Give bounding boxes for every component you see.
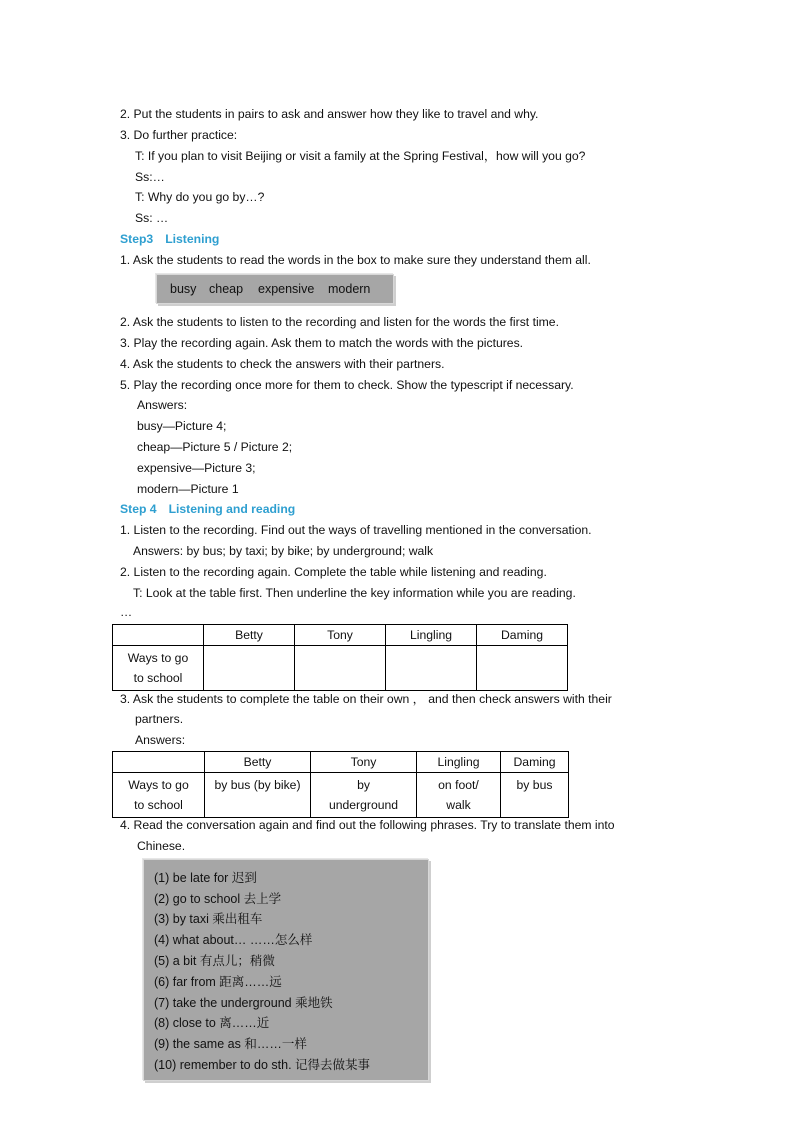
table-cell-betty: by bus (by bike) [205, 773, 311, 818]
dialogue-line: Ss:… [135, 170, 165, 184]
step4-title: Listening and reading [168, 502, 296, 516]
word-box [156, 274, 394, 304]
step3-heading [120, 231, 219, 247]
step3-item-3: 3. Play the recording again. Ask them to match the words with the pictures. [120, 336, 524, 350]
step4-number: Step 4 [120, 502, 157, 516]
answer-line: modern—Picture 1 [137, 482, 239, 496]
instruction-item-3: 3. Do further practice: [120, 128, 238, 142]
table-empty-cell [204, 646, 295, 691]
table-cell-lingling: on foot/ walk [417, 773, 501, 818]
phrase-box [143, 859, 429, 1081]
step3-title: Listening [165, 232, 220, 246]
answers-label: Answers: [135, 733, 186, 747]
phrase-item: (4) what about… ……怎么样 [154, 933, 313, 947]
table-header-cell: Tony [295, 625, 386, 646]
table-header-cell [113, 625, 204, 646]
word-cheap: cheap [209, 282, 244, 296]
dialogue-line: Ss: … [135, 211, 169, 225]
table-header-cell: Tony [311, 752, 417, 773]
table-header-cell [113, 752, 205, 773]
answer-line: busy—Picture 4; [137, 419, 227, 433]
step4-heading [120, 501, 295, 517]
table-header-cell: Daming [501, 752, 569, 773]
step3-item-1: 1. Ask the students to read the words in the box to make sure they understand them all. [120, 253, 591, 267]
phrase-item: (6) far from 距离……远 [154, 975, 282, 989]
table-empty-cell [386, 646, 477, 691]
table-header-cell: Daming [477, 625, 568, 646]
step3-item-5: 5. Play the recording once more for them to check. Show the typescript if necessary. [120, 378, 574, 392]
answer-table [112, 751, 569, 818]
step4-item-1-answers: Answers: by bus; by taxi; by bike; by underground; walk [133, 544, 434, 558]
step3-item-2: 2. Ask the students to listen to the recording and listen for the words the first time. [120, 315, 559, 329]
phrase-item: (3) by taxi 乘出租车 [154, 912, 263, 926]
phrase-item: (8) close to 离……近 [154, 1016, 270, 1030]
word-expensive: expensive [258, 282, 315, 296]
step4-item-1: 1. Listen to the recording. Find out the ways of travelling mentioned in the conversation. [120, 523, 592, 537]
dialogue-line: T: Why do you go by…? [135, 190, 265, 204]
instruction-item-2: 2. Put the students in pairs to ask and answer how they like to travel and why. [120, 107, 539, 121]
table-row-label: Ways to go to school [113, 646, 204, 691]
table-header-cell: Betty [205, 752, 311, 773]
table-header-cell: Betty [204, 625, 295, 646]
step4-item-4-cont: Chinese. [137, 839, 186, 853]
phrase-item: (2) go to school 去上学 [154, 892, 282, 906]
step4-item-4: 4. Read the conversation again and find out the following phrases. Try to translate them into [120, 818, 615, 832]
table-empty-cell [295, 646, 386, 691]
answers-label: Answers: [137, 398, 188, 412]
table-header-cell: Lingling [417, 752, 501, 773]
answer-line: cheap—Picture 5 / Picture 2; [137, 440, 293, 454]
table-cell-tony: by underground [311, 773, 417, 818]
blank-table [112, 624, 568, 691]
step4-item-3: 3. Ask the students to complete the table on their own ， and then check answers with their [120, 692, 612, 706]
word-busy: busy [170, 282, 197, 296]
table-empty-cell [477, 646, 568, 691]
answer-line: expensive—Picture 3; [137, 461, 256, 475]
phrase-item: (9) the same as 和……一样 [154, 1037, 307, 1051]
ellipsis: … [120, 605, 133, 619]
step3-number: Step3 [120, 232, 154, 246]
table-header-cell: Lingling [386, 625, 477, 646]
table-cell-daming: by bus [501, 773, 569, 818]
dialogue-line: T: If you plan to visit Beijing or visit a family at the Spring Festival，how will you go? [135, 149, 586, 163]
step4-item-2: 2. Listen to the recording again. Complete the table while listening and reading. [120, 565, 547, 579]
step4-item-3-cont: partners. [135, 712, 184, 726]
phrase-item: (7) take the underground 乘地铁 [154, 996, 333, 1010]
teacher-instruction: T: Look at the table first. Then underline the key information while you are reading. [133, 586, 576, 600]
phrase-item: (10) remember to do sth. 记得去做某事 [154, 1058, 371, 1072]
word-modern: modern [328, 282, 371, 296]
table-row-label: Ways to go to school [113, 773, 205, 818]
step3-item-4: 4. Ask the students to check the answers with their partners. [120, 357, 445, 371]
phrase-item: (1) be late for 迟到 [154, 871, 257, 885]
phrase-item: (5) a bit 有点儿；稍微 [154, 954, 275, 968]
